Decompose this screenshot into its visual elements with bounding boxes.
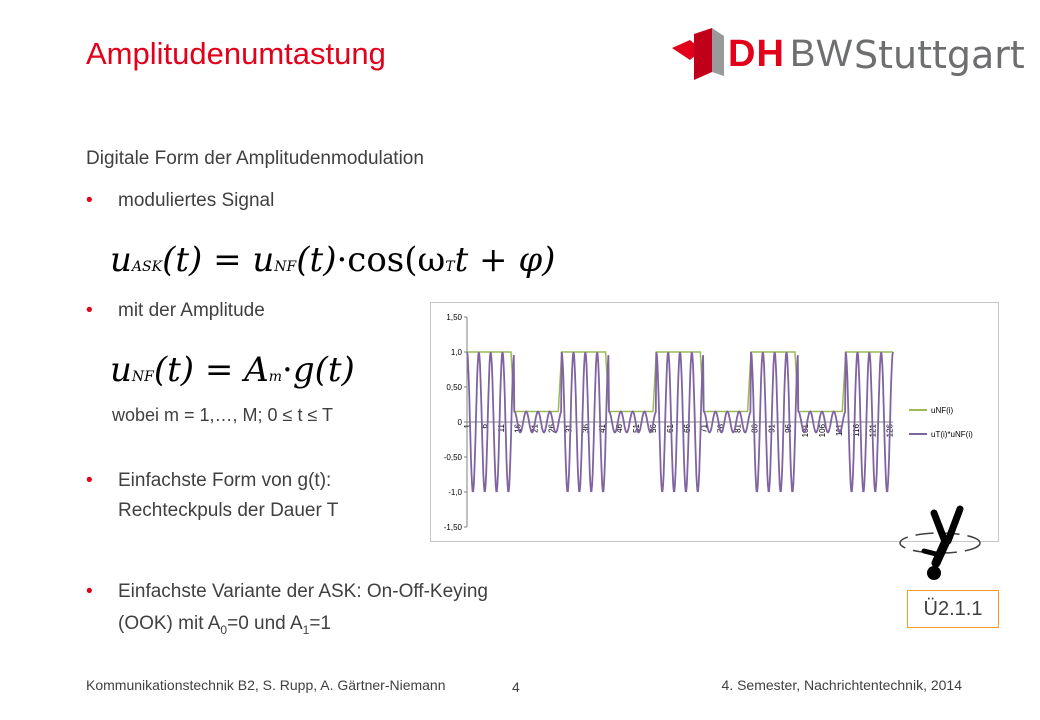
x-tick-label: 66 (682, 424, 692, 433)
x-tick-label: 86 (750, 424, 760, 433)
x-tick-label: 36 (581, 424, 591, 433)
x-tick-label: 41 (598, 424, 608, 433)
x-tick-label: 126 (885, 424, 895, 438)
footer-right: 4. Semester, Nachrichtentechnik, 2014 (721, 677, 962, 693)
x-tick-label: 71 (699, 424, 709, 433)
x-tick-label: 11 (496, 424, 506, 433)
legend-label: uT(i)*uNF(i) (931, 430, 973, 439)
wobei-condition: wobei m = 1,…, M; 0 ≤ t ≤ T (112, 405, 333, 425)
x-tick-label: 101 (801, 424, 811, 438)
exercise-badge: Ü2.1.1 (907, 590, 999, 628)
y-tick-label: 1,0 (450, 348, 462, 357)
dhbw-logo-mark-icon (672, 28, 732, 84)
x-tick-label: 6 (479, 424, 489, 429)
x-tick-label: 61 (665, 424, 675, 433)
y-tick-label: -0,50 (443, 453, 462, 462)
x-tick-label: 16 (513, 424, 523, 433)
logo-bw-text: BW (790, 33, 854, 75)
logo-dh-text: DH (728, 33, 785, 75)
bullet-text-line1: Einfachste Form von g(t): (118, 470, 332, 491)
formula-amplitude: uNF(t) = Am·g(t) (110, 350, 355, 390)
y-tick-label: -1,50 (443, 523, 462, 532)
x-tick-label: 96 (784, 424, 794, 433)
x-tick-label: 116 (851, 424, 861, 437)
bullet-text: mit der Amplitude (118, 300, 265, 321)
page-number: 4 (512, 679, 520, 695)
logo-city-text: Stuttgart (854, 33, 1025, 77)
x-tick-label: 111 (834, 424, 844, 437)
formula-ask: uASK(t) = uNF(t)·cos(ωTt + φ) (110, 240, 556, 280)
x-tick-label: 56 (648, 424, 658, 433)
exercise-person-icon (896, 505, 992, 587)
x-tick-label: 1 (463, 424, 472, 429)
x-tick-label: 26 (547, 424, 557, 433)
series-unf-line (467, 352, 893, 412)
x-tick-label: 121 (868, 424, 878, 438)
x-tick-label: 91 (767, 424, 777, 433)
bullet-text-line1: Einfachste Variante der ASK: On-Off-Keying (118, 581, 488, 602)
legend-label: uNF(i) (931, 406, 954, 415)
bullet-text-line2: Rechteckpuls der Dauer T (118, 500, 339, 521)
x-tick-label: 76 (716, 424, 726, 433)
page-title: Amplitudenumtastung (86, 36, 386, 71)
y-tick-label: -1,0 (448, 488, 462, 497)
y-tick-label: 0 (457, 418, 462, 427)
x-tick-label: 51 (632, 424, 642, 433)
bullet-text: moduliertes Signal (118, 190, 275, 211)
bullet-marker: • (86, 581, 93, 602)
x-tick-label: 81 (733, 424, 743, 433)
x-tick-label: 31 (564, 424, 574, 433)
footer-left: Kommunikationstechnik B2, S. Rupp, A. Gärtner-Niemann (86, 677, 446, 693)
x-tick-label: 106 (818, 424, 827, 438)
x-tick-label: 46 (615, 424, 625, 433)
x-tick-label: 21 (530, 424, 540, 433)
y-tick-label: 1,50 (446, 313, 462, 322)
bullet-marker: • (86, 300, 93, 321)
y-tick-label: 0,50 (446, 383, 462, 392)
bullet-marker: • (86, 190, 93, 211)
bullet-text-line2: (OOK) mit $A_0=0$ und $A_1=1$ (118, 613, 331, 637)
subtitle: Digitale Form der Amplitudenmodulation (86, 148, 424, 169)
bullet-marker: • (86, 470, 93, 491)
